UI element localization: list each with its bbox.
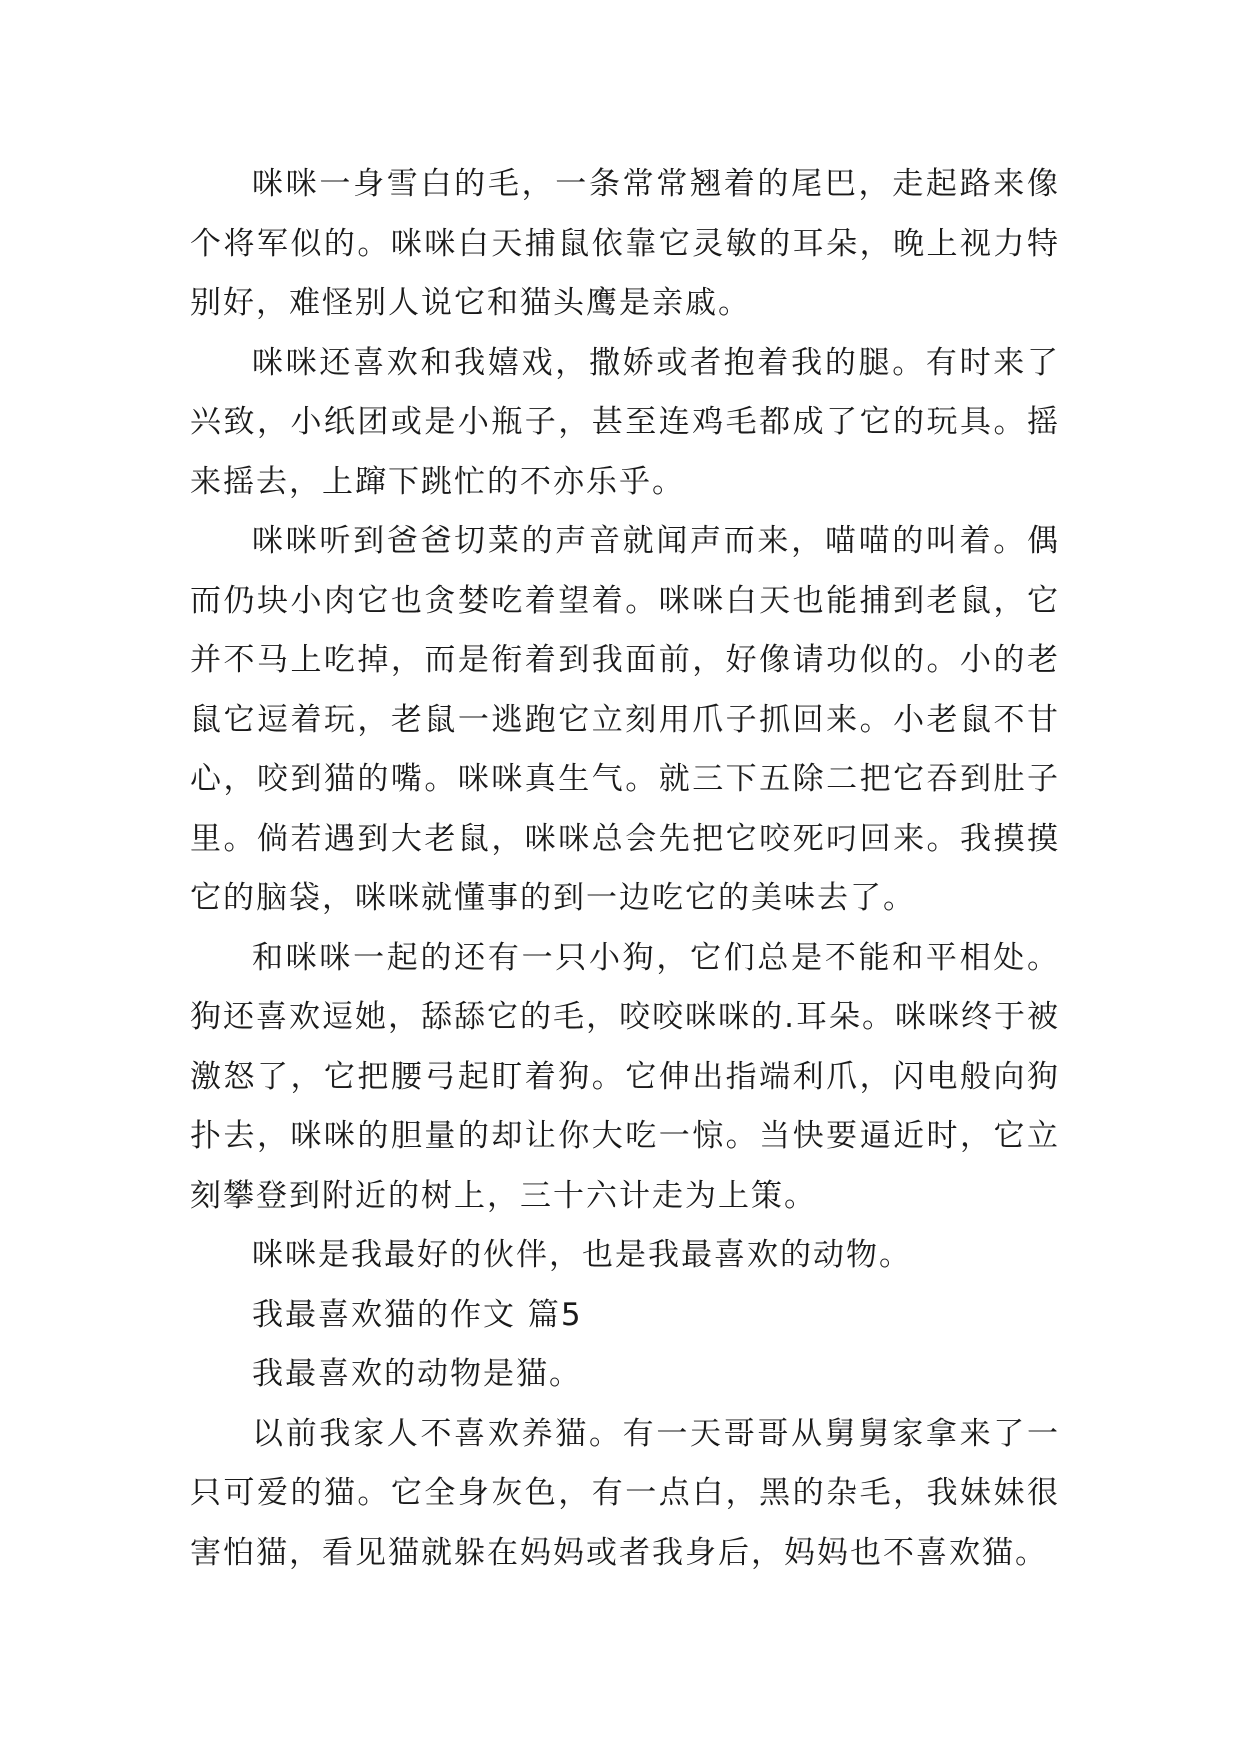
paragraph-cat-play: 咪咪还喜欢和我嬉戏，撒娇或者抱着我的腿。有时来了兴致，小纸团或是小瓶子，甚至连鸡毛都成了它的玩具。摇来摇去，上蹿下跳忙的不亦乐乎。 (190, 344, 1060, 500)
paragraph-family-story: 以前我家人不喜欢养猫。有一天哥哥从舅舅家拿来了一只可爱的猫。它全身灰色，有一点白，黑的杂毛，我妹妹很害怕猫，看见猫就躲在妈妈或者我身后，妈妈也不喜欢猫。 (190, 1415, 1060, 1571)
paragraph-favorite-animal: 我最喜欢的动物是猫。 (252, 1356, 582, 1392)
body-text (190, 155, 1060, 1583)
paragraph-cat-appearance: 咪咪一身雪白的毛，一条常常翘着的尾巴，走起路来像个将军似的。咪咪白天捕鼠依靠它灵敏的耳朵，晚上视力特别好，难怪别人说它和猫头鹰是亲戚。 (190, 166, 1060, 321)
section-heading: 我最喜欢猫的作文 篇5 (252, 1296, 583, 1333)
paragraph-best-partner: 咪咪是我最好的伙伴，也是我最喜欢的动物。 (252, 1237, 912, 1273)
paragraph-cat-hunting: 咪咪听到爸爸切菜的声音就闻声而来，喵喵的叫着。偶而仍块小肉它也贪婪吃着望着。咪咪白天也能捕到老鼠，它并不马上吃掉，而是衔着到我面前，好像请功似的。小的老鼠它逗着玩，老鼠一逃跑它立刻用爪子抓回来。小老鼠不甘心，咬到猫的嘴。咪咪真生气。就三下五除二把它吞到肚子里。倘若遇到大老鼠，咪咪总会先把它咬死叼回来。我摸摸它的脑袋，咪咪就懂事的到一边吃它的美味去了。 (190, 523, 1060, 916)
paragraph-cat-and-dog: 和咪咪一起的还有一只小狗，它们总是不能和平相处。狗还喜欢逗她，舔舔它的毛，咬咬咪咪的.耳朵。咪咪终于被激怒了，它把腰弓起盯着狗。它伸出指端利爪，闪电般向狗扑去，咪咪的胆量的却让你大吃一惊。当快要逼近时，它立刻攀登到附近的树上，三十六计走为上策。 (190, 939, 1060, 1214)
